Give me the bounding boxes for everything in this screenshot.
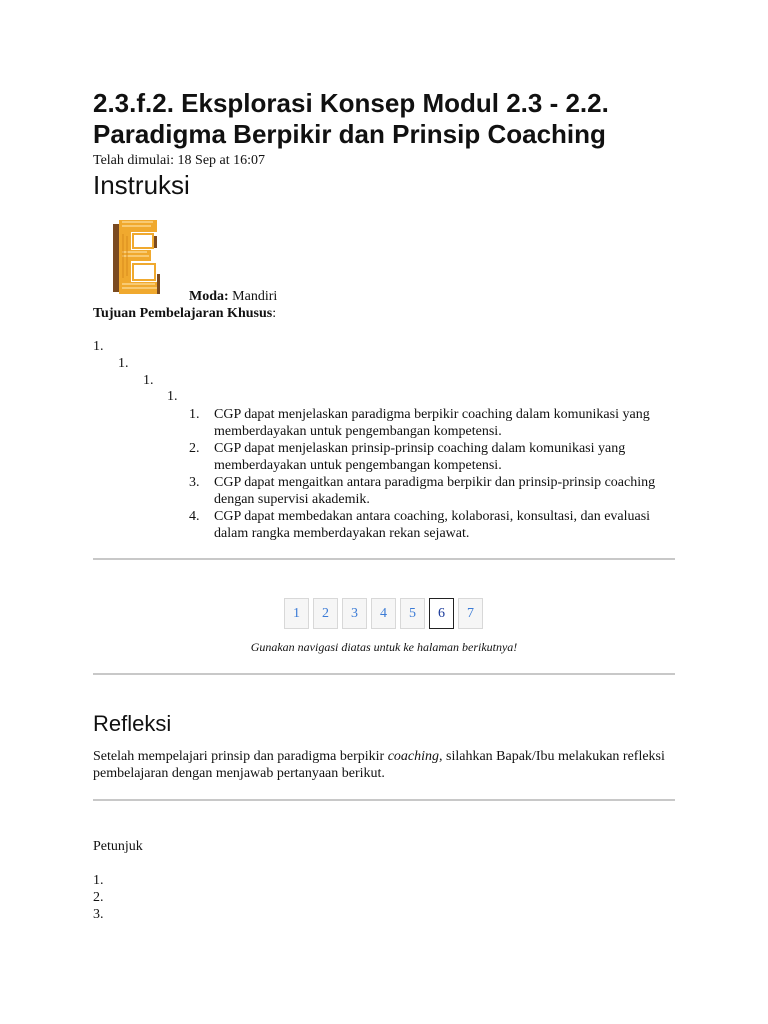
pagination-note: Gunakan navigasi diatas untuk ke halaman berikutnya! [250, 640, 518, 654]
list-item [189, 474, 679, 508]
page-link-7[interactable]: 7 [458, 598, 483, 629]
refleksi-text [93, 748, 683, 782]
instruksi-heading: Instruksi [93, 170, 190, 200]
list-item [189, 508, 679, 542]
refleksi-text-before: Setelah mempelajari prinsip dan paradigma berpikir [93, 749, 388, 764]
goal-text: CGP dapat mengaitkan antara paradigma berpikir dan prinsip-prinsip coaching dengan supervisi akademik. [214, 475, 656, 507]
refleksi-text-emphasis: coaching [387, 749, 440, 764]
refleksi-text-after: , silahkan Bapak/Ibu melakukan refleksi pembelajaran dengan menjawab pertanyaan berikut. [93, 749, 665, 781]
petunjuk-marker: 1. [93, 873, 104, 888]
started-timestamp: Telah dimulai: 18 Sep at 16:07 [93, 153, 266, 168]
tujuan-line [93, 306, 276, 322]
petunjuk-marker: 2. [93, 890, 104, 905]
page-link-3[interactable]: 3 [342, 598, 367, 629]
page-link-4[interactable]: 4 [371, 598, 396, 629]
tujuan-colon: : [272, 306, 277, 321]
page-link-5[interactable]: 5 [400, 598, 425, 629]
petunjuk-label: Petunjuk [93, 839, 143, 854]
nested-marker: 1. [118, 356, 129, 371]
goal-number: 1. [189, 407, 200, 422]
moda-value: Mandiri [228, 289, 278, 304]
pagination [284, 598, 483, 629]
divider [93, 558, 675, 560]
nested-marker: 1. [143, 373, 154, 388]
goal-text: CGP dapat membedakan antara coaching, kolaborasi, konsultasi, dan evaluasi dalam rangka memberdayakan rekan sejawat. [214, 509, 651, 541]
goal-number: 3. [189, 475, 200, 490]
goal-number: 4. [189, 509, 200, 524]
page-link-2[interactable]: 2 [313, 598, 338, 629]
module-e-logo-icon [113, 216, 163, 296]
page-title: 2.3.f.2. Eksplorasi Konsep Modul 2.3 - 2.2. Paradigma Berpikir dan Prinsip Coaching [93, 88, 609, 149]
divider [93, 799, 675, 801]
goal-text: CGP dapat menjelaskan paradigma berpikir coaching dalam komunikasi yang memberdayakan untuk pengembangan kompetensi. [214, 407, 650, 439]
nested-marker: 1. [167, 389, 178, 404]
goal-number: 2. [189, 441, 200, 456]
learning-goals-list [189, 406, 679, 542]
moda-line [189, 289, 277, 305]
petunjuk-marker: 3. [93, 907, 104, 922]
tujuan-label: Tujuan Pembelajaran Khusus [93, 306, 273, 321]
goal-text: CGP dapat menjelaskan prinsip-prinsip coaching dalam komunikasi yang memberdayakan untuk pengembangan kompetensi. [214, 441, 626, 473]
refleksi-heading: Refleksi [93, 711, 172, 736]
list-item [189, 406, 679, 440]
page-link-6-current[interactable]: 6 [429, 598, 454, 629]
moda-label: Moda: [189, 289, 229, 304]
divider [93, 673, 675, 675]
nested-marker: 1. [93, 339, 104, 354]
page-link-1[interactable]: 1 [284, 598, 309, 629]
list-item [189, 440, 679, 474]
